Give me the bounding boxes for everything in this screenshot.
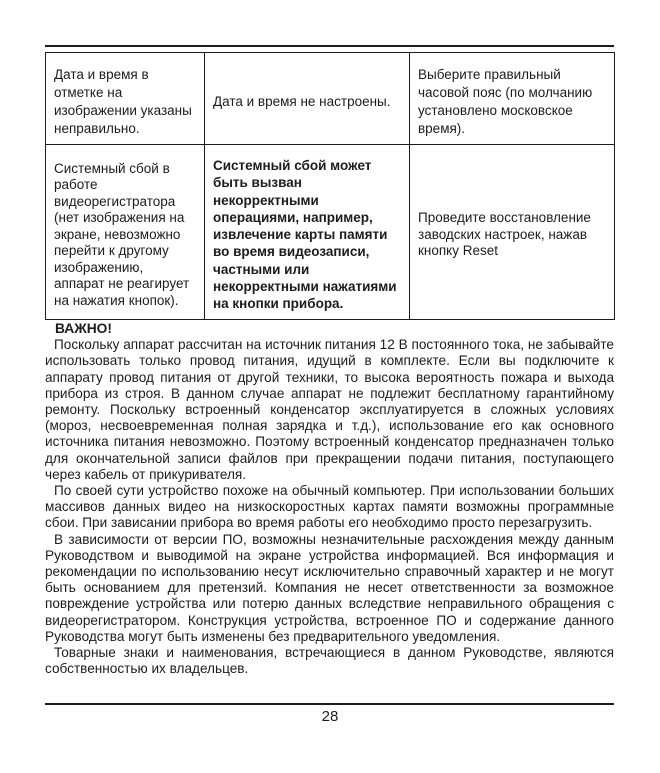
footer-rule	[45, 703, 614, 705]
remedy-cell: Выберите правильный часовой пояс (по молчанию установлено московское время).	[410, 53, 615, 145]
remedy-cell: Проведите восстановление заводских настроек, нажав кнопку Reset	[410, 145, 615, 320]
body-paragraph: По своей сути устройство похоже на обычный компьютер. При использовании больших массивов данных видео на низкоскоростных картах памяти возможны программные сбои. При зависании прибора во время работы его необходимо просто перезагрузить.	[45, 483, 614, 531]
body-paragraph: Поскольку аппарат рассчитан на источник питания 12 В постоянного тока, не забывайте использовать только провод питания, идущий в комплекте. Если вы подключите к аппарату провод питания от другой техники, то высока вероятность пожара и выхода прибора из строя. В данном случае аппарат не подлежит бесплатному гарантийному ремонту. Поскольку встроенный конденсатор эксплуатируется в сложных условиях (мороз, несвоевременная полная зарядка и т.д.), использование его как основного источника питания невозможно. Поэтому встроенный конденсатор предназначен только для окончательной записи файлов при прекращении подачи питания, поступающего через кабель от прикуривателя.	[45, 337, 614, 482]
cause-cell: Системный сбой может быть вызван некорректными операциями, например, извлечение карты памяти во время видеозаписи, частными или некорректными нажатиями на кнопки прибора.	[205, 145, 410, 320]
page-number: 28	[321, 708, 339, 725]
cause-cell: Дата и время не настроены.	[205, 53, 410, 145]
important-heading: ВАЖНО!	[55, 321, 112, 336]
important-notes-section	[45, 321, 614, 677]
body-paragraph: В зависимости от версии ПО, возможны незначительные расхождения между данным Руководством и выводимой на экране устройства информацией. Вся информация и рекомендации по использованию несут исключительно справочный характер и не могут быть основанием для претензий. Компания не несет ответственности за возможное повреждение устройства или потерю данных вследствие неправильного обращения с видеорегистратором. Конструкция устройства, встроенное ПО и содержание данного Руководства могут быть изменены без предварительного уведомления.	[45, 531, 614, 644]
table-row	[46, 53, 615, 145]
symptom-cell: Системный сбой в работе видеорегистратора (нет изображения на экране, невозможно перейти к другому изображению, аппарат не реагирует на нажатия кнопок).	[46, 145, 205, 320]
table-row	[46, 145, 615, 320]
top-rule	[45, 45, 614, 47]
troubleshooting-table	[45, 52, 615, 320]
body-paragraph: Товарные знаки и наименования, встречающиеся в данном Руководстве, являются собственностью их владельцев.	[45, 645, 614, 677]
symptom-cell: Дата и время в отметке на изображении указаны неправильно.	[46, 53, 205, 145]
